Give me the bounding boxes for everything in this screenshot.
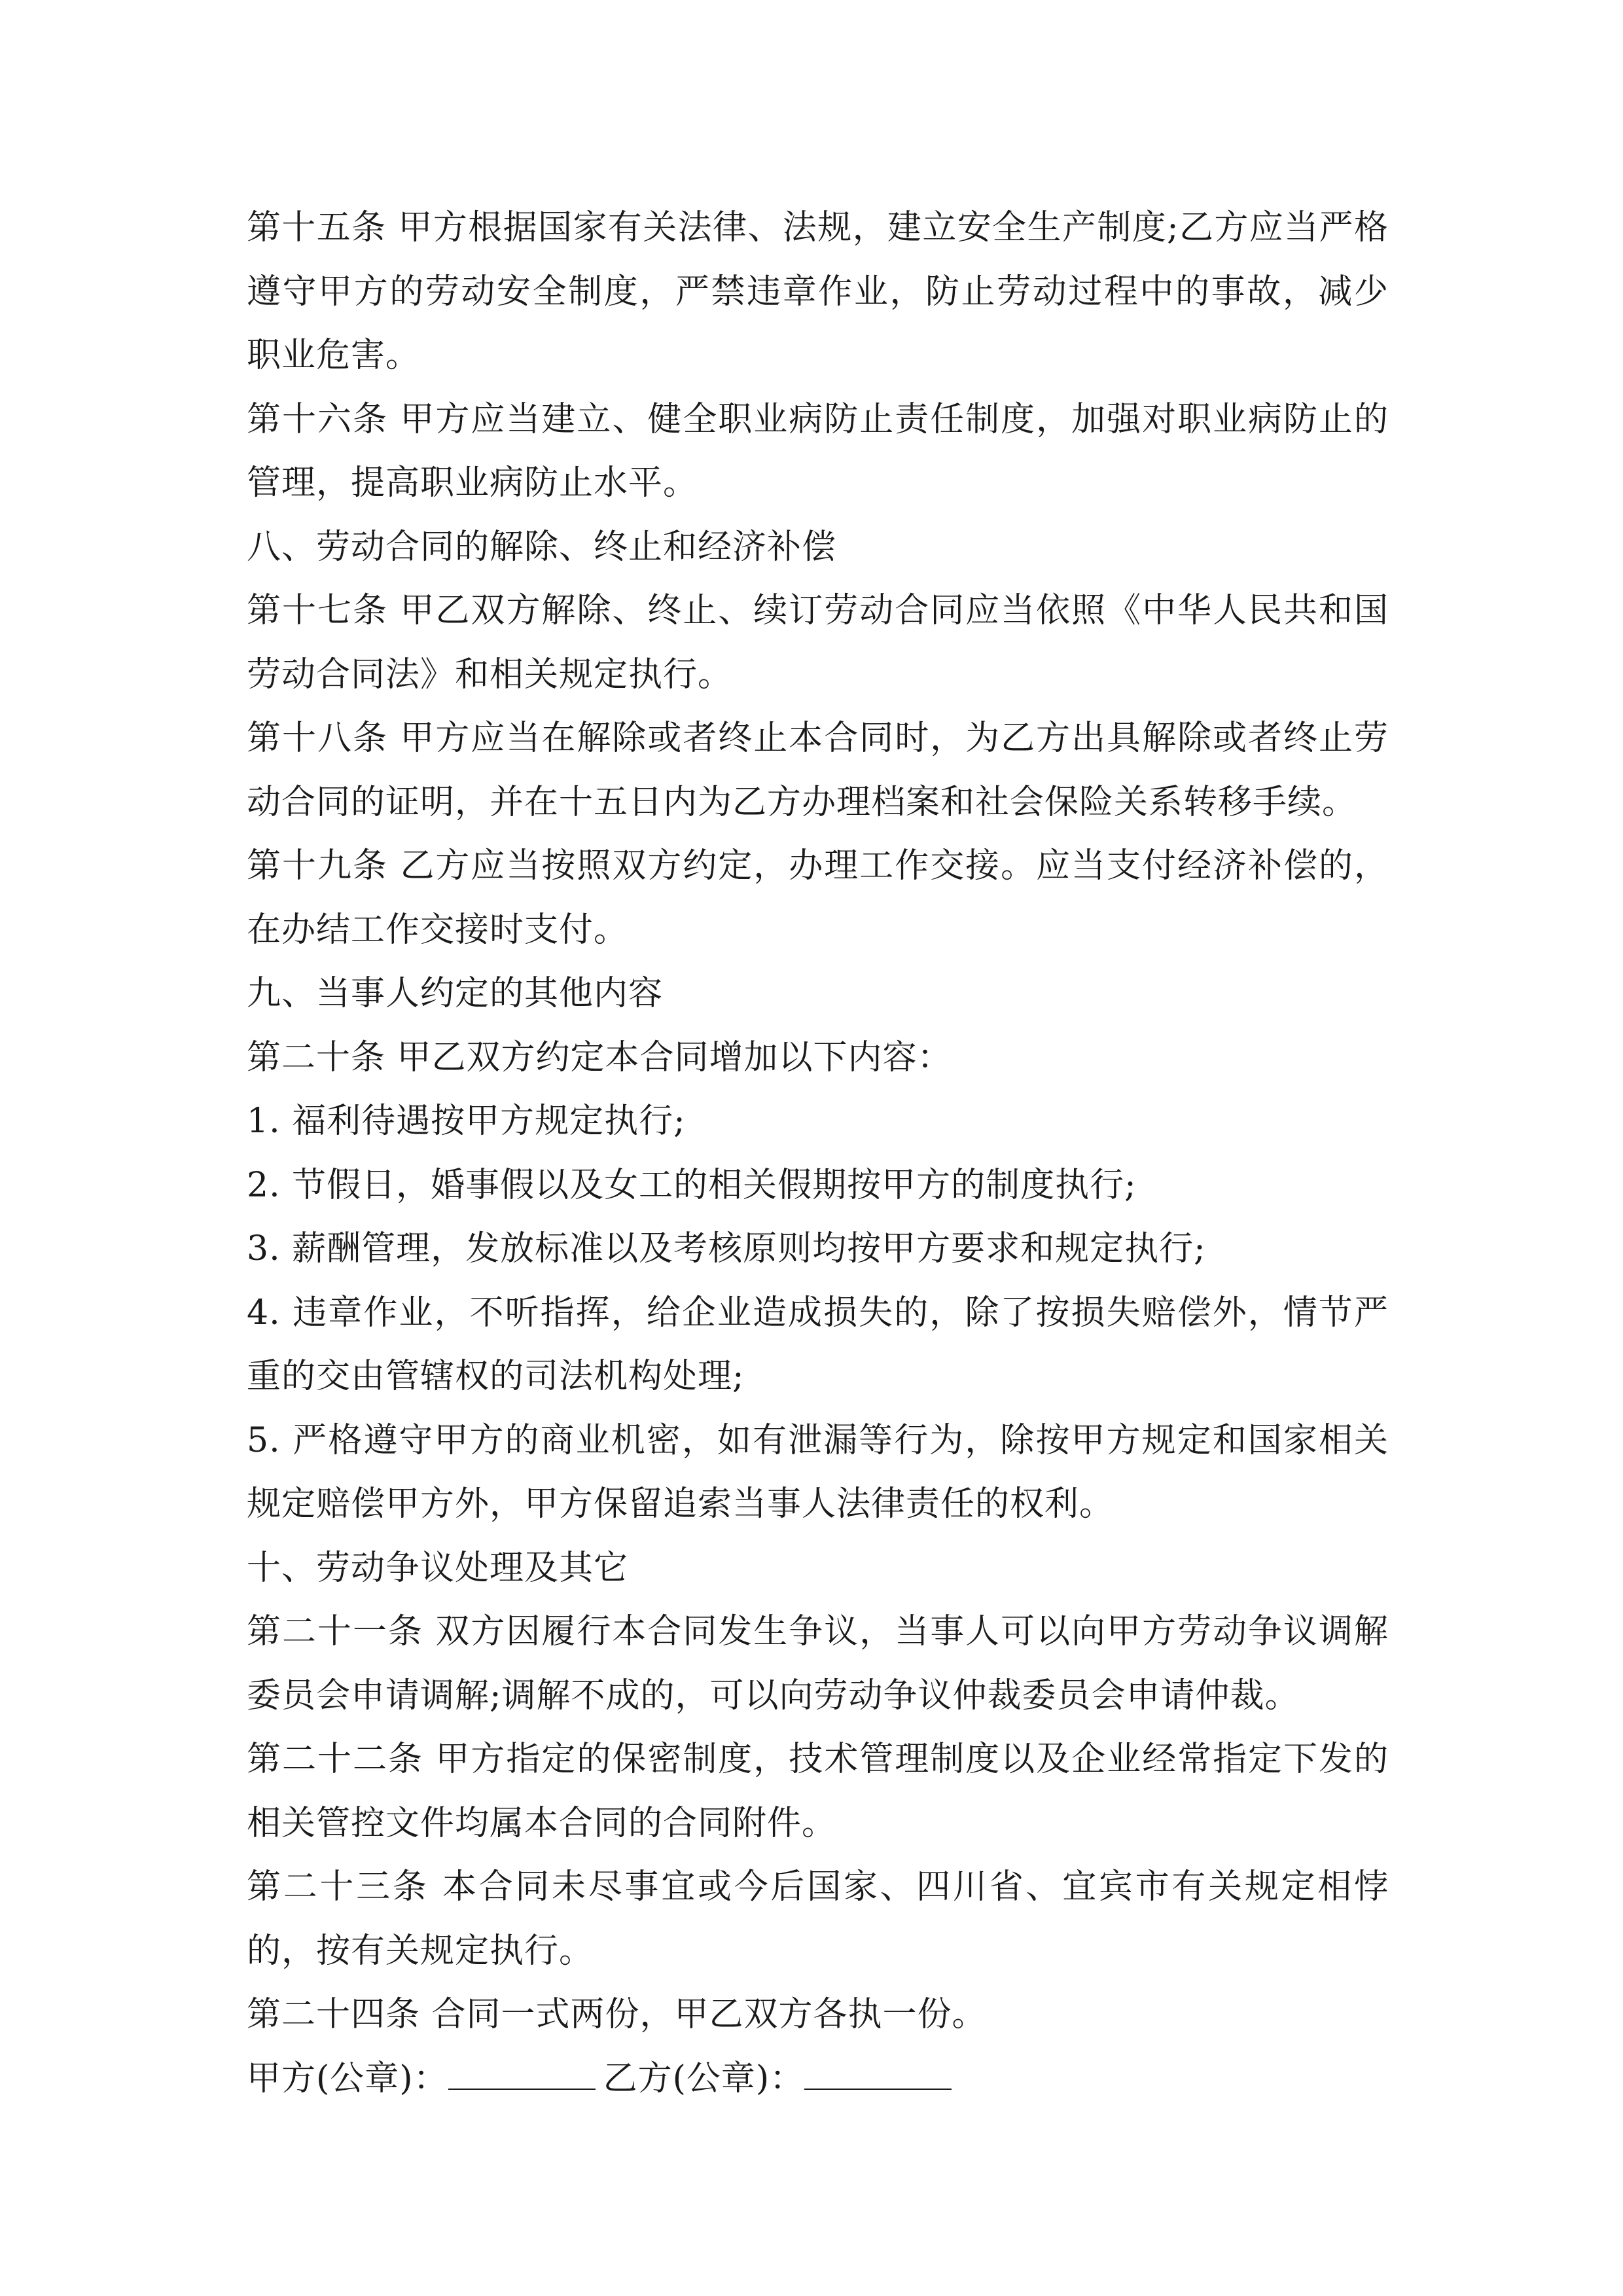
clause-18: 第十八条 甲方应当在解除或者终止本合同时，为乙方出具解除或者终止劳动合同的证明，并在十五日内为乙方办理档案和社会保险关系转移手续。	[247, 719, 1389, 822]
list-item-1: 1. 福利待遇按甲方规定执行;	[247, 1102, 686, 1141]
section-heading-10: 十、劳动争议处理及其它	[247, 1548, 629, 1588]
signature-line	[247, 2047, 1389, 2111]
section-heading-9: 九、当事人约定的其他内容	[247, 974, 664, 1013]
list-item-5: 5. 严格遵守甲方的商业机密，如有泄漏等行为，除按甲方规定和国家相关规定赔偿甲方外，甲方保留追索当事人法律责任的权利。	[247, 1420, 1389, 1524]
clause-19: 第十九条 乙方应当按照双方约定，办理工作交接。应当支付经济补偿的，在办结工作交接时支付。	[247, 846, 1389, 950]
list-item-3: 3. 薪酬管理，发放标准以及考核原则均按甲方要求和规定执行;	[247, 1229, 1206, 1268]
list-item-4: 4. 违章作业，不听指挥，给企业造成损失的，除了按损失赔偿外，情节严重的交由管辖权的司法机构处理;	[247, 1293, 1389, 1396]
clause-23: 第二十三条 本合同未尽事宜或今后国家、四川省、宜宾市有关规定相悖的，按有关规定执行。	[247, 1867, 1389, 1971]
party-b-seal-blank[interactable]	[804, 2054, 952, 2090]
clause-24: 第二十四条 合同一式两份，甲乙双方各执一份。	[247, 1995, 987, 2034]
clause-15: 第十五条 甲方根据国家有关法律、法规，建立安全生产制度;乙方应当严格遵守甲方的劳动安全制度，严禁违章作业，防止劳动过程中的事故，减少职业危害。	[247, 208, 1389, 375]
party-a-seal-blank[interactable]	[448, 2054, 596, 2090]
clause-20: 第二十条 甲乙双方约定本合同增加以下内容：	[247, 1037, 952, 1077]
contract-body	[247, 196, 1389, 2111]
party-b-seal-label: 乙方(公章)：	[603, 2058, 805, 2098]
clause-17: 第十七条 甲乙双方解除、终止、续订劳动合同应当依照《中华人民共和国劳动合同法》和相关规定执行。	[247, 591, 1389, 694]
clause-22: 第二十二条 甲方指定的保密制度，技术管理制度以及企业经常指定下发的相关管控文件均属本合同的合同附件。	[247, 1740, 1389, 1843]
party-a-seal-label: 甲方(公章)：	[247, 2058, 448, 2098]
clause-21: 第二十一条 双方因履行本合同发生争议，当事人可以向甲方劳动争议调解委员会申请调解;调解不成的，可以向劳动争议仲裁委员会申请仲裁。	[247, 1612, 1389, 1715]
clause-16: 第十六条 甲方应当建立、健全职业病防止责任制度，加强对职业病防止的管理，提高职业病防止水平。	[247, 399, 1389, 503]
section-heading-8: 八、劳动合同的解除、终止和经济补偿	[247, 527, 837, 567]
list-item-2: 2. 节假日，婚事假以及女工的相关假期按甲方的制度执行;	[247, 1165, 1137, 1205]
